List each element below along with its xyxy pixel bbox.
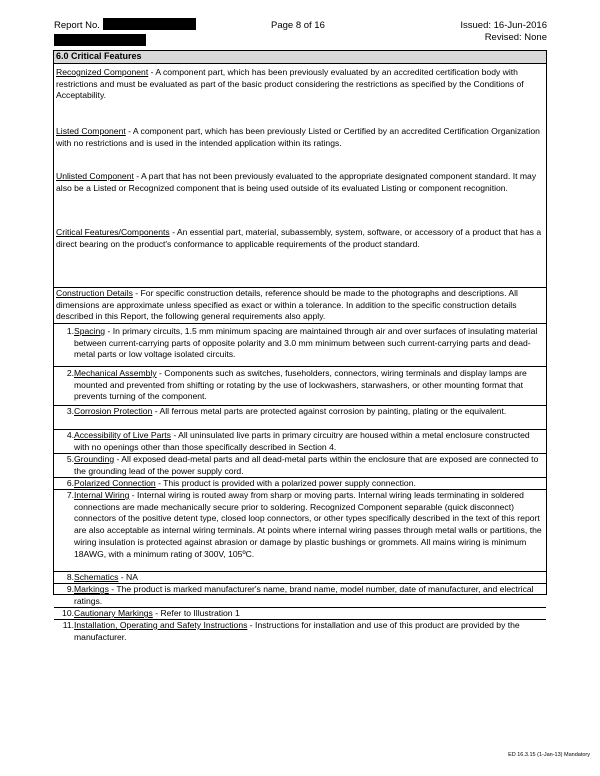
list-item: [54, 572, 546, 584]
definition-text: - A part that has not been previously evaluated to the appropriate designated component standard. It may also be a Listed or Recognized component that is being used outside of its evaluated Listing or component recognition.: [56, 171, 537, 193]
item-text: [74, 490, 542, 560]
item-body: - All exposed dead-metal parts and all dead-metal parts within the enclosure that are exposed are connected to the grounding lead of the power supply cord.: [74, 454, 539, 476]
list-item: [54, 584, 546, 608]
item-number: 3.: [66, 406, 74, 416]
definition-critical-features: [56, 227, 544, 250]
item-term: Grounding: [74, 454, 115, 464]
item-text: [74, 430, 542, 453]
definition-term: Recognized Component: [56, 67, 149, 77]
revised-status: Revised: None: [484, 32, 547, 43]
definition-text: - A component part, which has been previously evaluated by an accredited certification body with restrictions and must be evaluated as part of the basic product considering the restrictions as specified by the Conditions of Acceptability.: [56, 67, 524, 101]
item-term: Accessibility of Live Parts: [74, 430, 171, 440]
definition-term: Listed Component: [56, 126, 126, 136]
item-text: [74, 454, 542, 477]
page-number: Page 8 of 16: [271, 20, 325, 31]
item-term: Corrosion Protection: [74, 406, 153, 416]
definition-recognized-component: [56, 67, 544, 102]
item-term: Polarized Connection: [74, 478, 156, 488]
list-item: [54, 324, 546, 367]
definition-unlisted-component: [56, 171, 544, 194]
construction-details: [56, 288, 544, 323]
item-term: Markings: [74, 584, 109, 594]
item-number: 10.: [62, 608, 74, 618]
item-text: [74, 620, 542, 643]
item-body: - All ferrous metal parts are protected against corrosion by painting, plating or the equivalent.: [152, 406, 507, 416]
item-term: Spacing: [74, 326, 106, 336]
definition-text: - An essential part, material, subassembly, system, software, or accessory of a product that has a direct bearing on the product's conformance to applicable requirements of the product standard.: [56, 227, 542, 249]
item-number: 8.: [66, 572, 74, 582]
redacted-report-id: [54, 34, 146, 46]
item-text: [74, 326, 542, 361]
definition-term: Unlisted Component: [56, 171, 134, 181]
definition-term: Critical Features/Components: [56, 227, 170, 237]
item-number: 4.: [66, 430, 74, 440]
item-number: 7.: [66, 490, 74, 500]
item-text: [74, 584, 542, 607]
critical-features-table: [53, 50, 547, 642]
item-body: - Internal wiring is routed away from sharp or moving parts. Internal wiring leads terminating in soldered connections are made mechanically secure prior to soldering. Recognized Component separable (quick disconnect) connectors of the positive detent type, closed loop connectors, or other types specifically described in the text of this report are also acceptable as internal wiring terminals. At points where internal wiring passes through metal walls or partitions, the wiring insulation is protected against abrasion or damage by plastic bushings or grommets. All mains wiring is minimum 18AWG, with a minimum rating of 300V, 105ºC.: [74, 490, 542, 559]
list-item: [54, 478, 546, 490]
definition-text: - A component part, which has been previously Listed or Certified by an accredited Certification Organization with no restrictions and is used in the intended application within its ratings.: [56, 126, 540, 148]
item-text: [74, 478, 542, 490]
item-term: Cautionary Markings: [74, 608, 153, 618]
item-text: [74, 368, 542, 403]
item-term: Installation, Operating and Safety Instructions: [74, 620, 248, 630]
item-body: - Instructions for installation and use of this product are provided by the manufacturer.: [74, 620, 520, 642]
list-item: [54, 490, 546, 572]
construction-text: - For specific construction details, reference should be made to the photographs and descriptions. All dimensions are approximate unless specified as exact or within a tolerance. In addition to the specific construction details described in this Report, the following general requirements also apply.: [56, 288, 518, 322]
footer-form-code: ED 16.3.15 (1-Jan-13) Mandatory: [508, 752, 590, 758]
item-term: Schematics: [74, 572, 119, 582]
list-item: [54, 406, 546, 430]
section-title: 6.0 Critical Features: [54, 51, 546, 64]
item-body: - Refer to Illustration 1: [152, 608, 240, 618]
item-number: 11.: [62, 620, 74, 630]
item-term: Mechanical Assembly: [74, 368, 157, 378]
definitions-block: [54, 64, 546, 288]
list-item: [54, 608, 546, 620]
item-text: [74, 572, 542, 584]
construction-details-row: [54, 288, 546, 324]
item-number: 9.: [66, 584, 74, 594]
item-number: 6.: [66, 478, 74, 488]
item-body: - In primary circuits, 1.5 mm minimum spacing are maintained through air and over surfaces of insulating material between current-carrying parts of opposite polarity and 3.0 mm minimum between such current-carrying parts and dead-metal parts or low voltage isolated circuits.: [74, 326, 538, 360]
item-body: - This product is provided with a polarized power supply connection.: [155, 478, 416, 488]
item-term: Internal Wiring: [74, 490, 130, 500]
item-body: - All uninsulated live parts in primary circuitry are housed within a metal enclosure constructed with no openings other than those specifically described in Section 4.: [74, 430, 530, 452]
item-number: 1.: [66, 326, 74, 336]
item-text: [74, 406, 542, 418]
list-item: [54, 454, 546, 478]
item-body: - The product is marked manufacturer's name, brand name, model number, date of manufacturer, and electrical ratings.: [74, 584, 534, 606]
redacted-report-number: [103, 18, 196, 30]
list-item: [54, 430, 546, 454]
item-number: 2.: [66, 368, 74, 378]
item-body: - NA: [118, 572, 138, 582]
item-body: - Components such as switches, fuseholders, connectors, wiring terminals and display lamps are mounted and prevented from shifting or rotating by the use of lockwashers, starwashers, or other mounting format that prevents turning of the component.: [74, 368, 527, 402]
item-number: 5.: [66, 454, 74, 464]
list-item: [54, 620, 546, 644]
item-text: [74, 608, 542, 620]
report-number-label: Report No.: [54, 20, 100, 31]
construction-term: Construction Details: [56, 288, 133, 298]
definition-listed-component: [56, 126, 544, 149]
issued-date: Issued: 16-Jun-2016: [460, 20, 547, 31]
list-item: [54, 367, 546, 406]
